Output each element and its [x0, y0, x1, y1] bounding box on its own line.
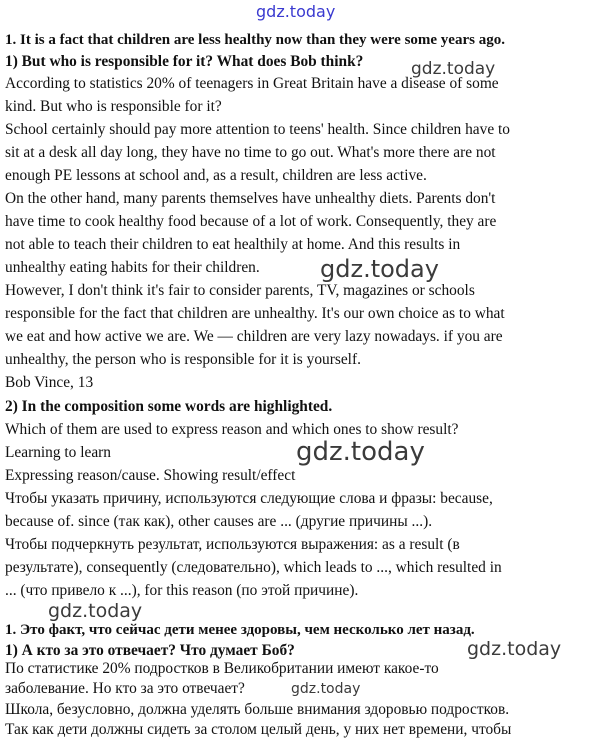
paragraph-line: enough PE lessons at school and, as a result, children are less active.	[5, 167, 427, 184]
watermark: gdz.today	[291, 681, 361, 697]
paragraph-line: However, I don't think it's fair to consider parents, TV, magazines or schools	[5, 282, 475, 299]
paragraph-line: we eat and how active we are. We — children are very lazy nowadays. if you are	[5, 328, 503, 345]
question-1-en: 1) But who is responsible for it? What does Bob think?	[5, 53, 364, 70]
reason-line: Чтобы указать причину, используются следующие слова и фразы: because,	[5, 490, 493, 507]
heading-en: 1. It is a fact that children are less healthy now than they were some years ago.	[5, 32, 505, 48]
signature: Bob Vince, 13	[5, 374, 94, 391]
result-line: ... (что привело к ...), for this reason (по этой причине).	[5, 582, 359, 599]
paragraph-line: According to statistics 20% of teenagers in Great Britain have a disease of some	[5, 75, 499, 92]
question-1-ru: 1) А кто за это отвечает? Что думает Боб?	[5, 642, 295, 659]
paragraph-line: School certainly should pay more attention to teens' health. Since children have to	[5, 121, 510, 138]
heading-ru: 1. Это факт, что сейчас дети менее здоровы, чем несколько лет назад.	[5, 622, 475, 638]
watermark: gdz.today	[48, 600, 143, 622]
watermark: gdz.today	[320, 255, 439, 283]
paragraph-line: have time to cook healthy food because of a lot of work. Consequently, they are	[5, 213, 497, 230]
reason-line: because of. since (так как), other causes are ... (другие причины ...).	[5, 513, 433, 530]
question-2-en: 2) In the composition some words are highlighted.	[5, 398, 333, 415]
question-2-text: Which of them are used to express reason and which ones to show result?	[5, 421, 459, 438]
watermark: gdz.today	[296, 437, 425, 467]
paragraph-line: kind. But who is responsible for it?	[5, 98, 222, 115]
paragraph-line: Так как дети должны сидеть за столом целый день, у них нет времени, чтобы	[5, 721, 512, 738]
paragraph-line: not able to teach their children to eat healthily at home. And this results in	[5, 236, 461, 253]
result-line: Чтобы подчеркнуть результат, используются выражения: as a result (в	[5, 536, 460, 553]
result-line: результате), consequently (следовательно), which leads to ..., which resulted in	[5, 559, 502, 576]
paragraph-line: заболевание. Но кто за это отвечает?	[5, 680, 245, 697]
watermark-top: gdz.today	[256, 2, 336, 21]
paragraph-line: unhealthy eating habits for their children.	[5, 259, 260, 276]
paragraph-line: On the other hand, many parents themselves have unhealthy diets. Parents don't	[5, 190, 496, 207]
paragraph-line: responsible for the fact that children are unhealthy. It's our own choice as to what	[5, 305, 505, 322]
paragraph-line: unhealthy, the person who is responsible for it is yourself.	[5, 351, 361, 368]
watermark: gdz.today	[467, 638, 562, 660]
watermark: gdz.today	[411, 59, 496, 79]
paragraph-line: По статистике 20% подростков в Великобритании имеют какое-то	[5, 660, 439, 677]
paragraph-line: sit at a desk all day long, they have no time to go out. What's more there are not	[5, 144, 496, 161]
learning-to-learn: Learning to learn	[5, 444, 111, 461]
paragraph-line: Школа, безусловно, должна уделять больше внимания здоровью подростков.	[5, 701, 510, 718]
expressing-reason-title: Expressing reason/cause. Showing result/effect	[5, 467, 296, 484]
